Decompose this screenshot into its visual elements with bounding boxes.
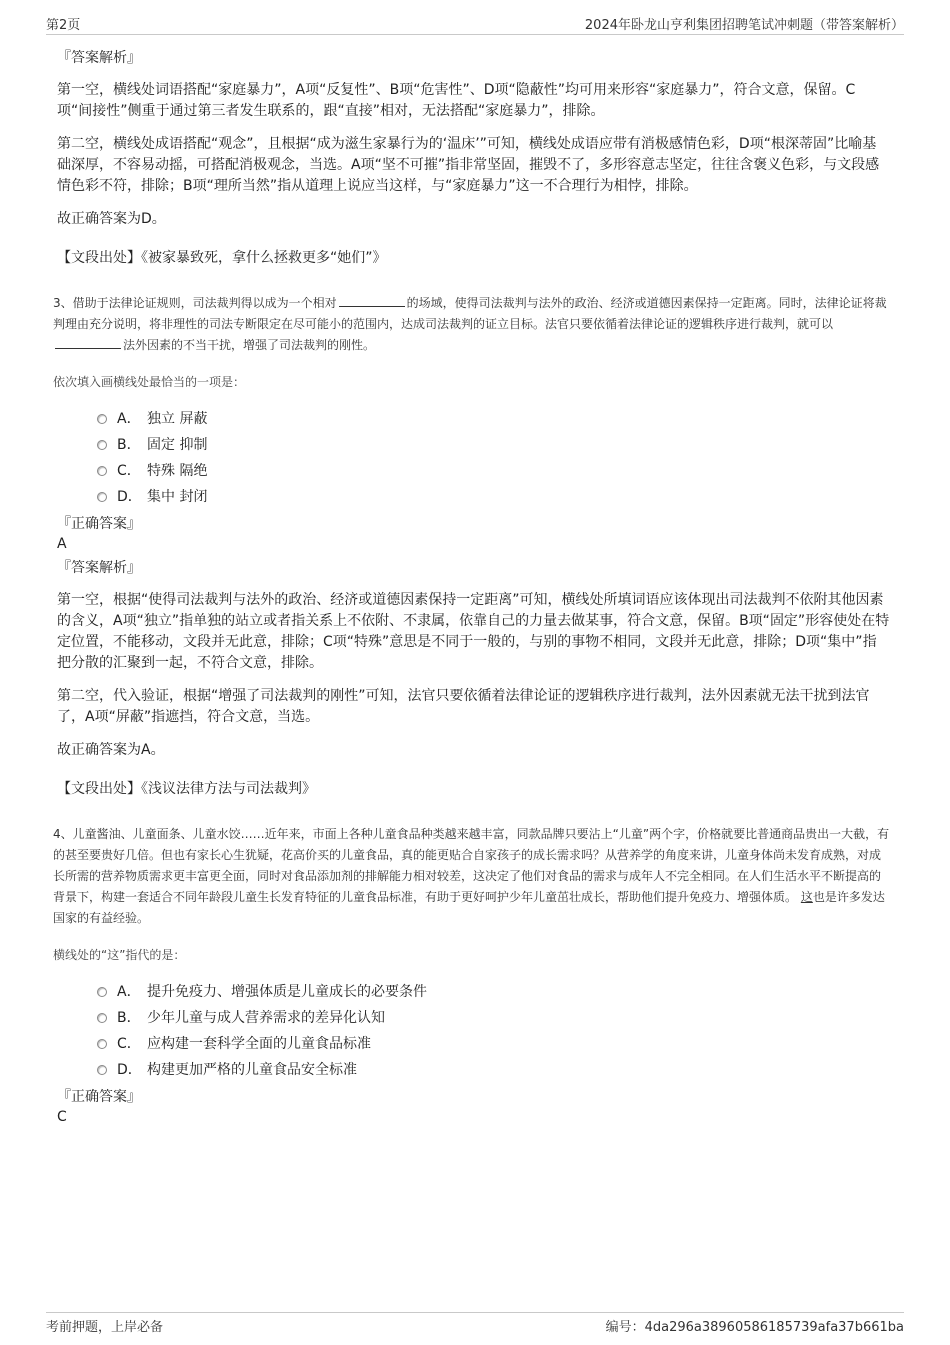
option-label: D． [117, 489, 142, 505]
q4-stem-part-2: 也是许多发达国家的有益经验。 [53, 890, 885, 925]
option-label: C． [117, 1036, 141, 1052]
q4-answer-heading: 『正确答案』 [57, 1089, 141, 1105]
radio-icon[interactable] [97, 1065, 107, 1075]
q4-option-b[interactable] [97, 1005, 890, 1031]
q4-underlined-word: 这 [800, 890, 813, 904]
q3-option-b[interactable] [97, 432, 890, 458]
radio-icon[interactable] [97, 987, 107, 997]
radio-icon[interactable] [97, 1039, 107, 1049]
page-footer [46, 1312, 904, 1335]
document-id: 编号：4da296a38960586185739afa37b661ba [605, 1320, 904, 1335]
option-label: D． [117, 1062, 142, 1078]
q3-option-c[interactable] [97, 458, 890, 484]
q3-blank-1 [339, 293, 405, 307]
option-label: A． [117, 411, 141, 427]
option-text: 构建更加严格的儿童食品安全标准 [147, 1062, 357, 1078]
q3-blank-2 [55, 335, 121, 349]
q3-option-a[interactable] [97, 406, 890, 432]
q3-source: 【文段出处】《浅议法律方法与司法裁判》 [57, 781, 316, 797]
option-text: 独立 屏蔽 [147, 411, 208, 427]
radio-icon[interactable] [97, 1013, 107, 1023]
document-title: 2024年卧龙山亨利集团招聘笔试冲刺题（带答案解析） [584, 18, 904, 33]
option-text: 集中 封闭 [147, 489, 208, 505]
q3-prompt: 依次填入画横线处最恰当的一项是： [53, 375, 246, 389]
q4-stem-part-1: 4、儿童酱油、儿童面条、儿童水饺……近年来，市面上各种儿童食品种类越来越丰富，同款品牌只要沾上“儿童”两个字，价格就要比普通商品贵出一大截，有的甚至要贵好几倍。但也有家长心生犹疑，花高价买的儿童食品，真的能更贴合自家孩子的成长需求吗？从营养学的角度来讲，儿童身体尚未发育成熟，对成长所需的营养物质需求更丰富更全面，同时对食品添加剂的排解能力相对较差，这决定了他们对食品的需求与成年人不完全相同。在人们生活水平不断提高的背景下，构建一套适合不同年龄段儿童生长发育特征的儿童食品标准，有助于更好呵护少年儿童茁壮成长，帮助他们提升免疫力、增强体质。 [53, 827, 890, 904]
q2-analysis-paragraph-1: 第一空，横线处词语搭配“家庭暴力”，A项“反复性”、B项“危害性”、D项“隐蔽性”均可用来形容“家庭暴力”，符合文意，保留。C项“间接性”侧重于通过第三者发生联系的，跟“直接”相对，无法搭配“家庭暴力”，排除。 [57, 82, 856, 119]
q3-analysis-paragraph-2: 第二空，代入验证，根据“增强了司法裁判的刚性”可知，法官只要依循着法律论证的逻辑秩序进行裁判，法外因素就无法干扰到法官了，A项“屏蔽”指遮挡，符合文意，当选。 [57, 688, 870, 725]
radio-icon[interactable] [97, 440, 107, 450]
q3-analysis-heading: 『答案解析』 [57, 560, 141, 576]
q2-conclusion: 故正确答案为D。 [57, 211, 166, 227]
page-header [46, 12, 904, 35]
document-content [53, 44, 890, 1127]
option-label: B． [117, 1010, 141, 1026]
q4-option-c[interactable] [97, 1031, 890, 1057]
q4-option-a[interactable] [97, 979, 890, 1005]
q4-option-d[interactable] [97, 1057, 890, 1083]
q3-answer-heading: 『正确答案』 [57, 516, 141, 532]
q3-stem-part-3: 法外因素的不当干扰，增强了司法裁判的刚性。 [123, 338, 376, 352]
q4-answer: C [57, 1109, 67, 1125]
q2-analysis-paragraph-2: 第二空，横线处成语搭配“观念”，且根据“成为滋生家暴行为的‘温床’”可知，横线处成语应带有消极感情色彩，D项“根深蒂固”比喻基础深厚，不容易动摇，可搭配消极观念，当选。A项“坚不可摧”指非常坚固，摧毁不了，多形容意志坚定，往往含褒义色彩，与文段感情色彩不符，排除；B项“理所当然”指从道理上说应当这样，与“家庭暴力”这一不合理行为相悖，排除。 [57, 136, 880, 194]
q4-options [97, 979, 890, 1083]
option-label: B． [117, 437, 141, 453]
q3-answer: A [57, 536, 67, 552]
q2-analysis-heading: 『答案解析』 [57, 50, 141, 66]
page-number: 第2页 [46, 18, 81, 33]
option-label: A． [117, 984, 141, 1000]
q2-source: 【文段出处】《被家暴致死，拿什么拯救更多“她们”》 [57, 250, 387, 266]
q4-stem [53, 824, 890, 929]
q3-stem-part-1: 3、借助于法律论证规则，司法裁判得以成为一个相对 [53, 296, 337, 310]
q3-options [97, 406, 890, 510]
option-label: C． [117, 463, 141, 479]
option-text: 应构建一套科学全面的儿童食品标准 [147, 1036, 371, 1052]
q3-analysis-paragraph-1: 第一空，根据“使得司法裁判与法外的政治、经济或道德因素保持一定距离”可知，横线处所填词语应该体现出司法裁判不依附其他因素的含义，A项“独立”指单独的站立或者指关系上不依附、不隶属，依靠自己的力量去做某事，符合文意，保留。B项“固定”形容使处在特定位置，不能移动，文段并无此意，排除；C项“特殊”意思是不同于一般的，与别的事物不相同，文段并无此意，排除；D项“集中”指把分散的汇聚到一起，不符合文意，排除。 [57, 592, 890, 671]
option-text: 固定 抑制 [147, 437, 208, 453]
option-text: 提升免疫力、增强体质是儿童成长的必要条件 [147, 984, 427, 1000]
q3-stem-part-2: 的场域，使得司法裁判与法外的政治、经济或道德因素保持一定距离。同时，法律论证将裁判理由充分说明，将非理性的司法专断限定在尽可能小的范围内，达成司法裁判的证立目标。法官只要依循着法律论证的逻辑秩序进行裁判，就可以 [53, 296, 887, 331]
q3-option-d[interactable] [97, 484, 890, 510]
radio-icon[interactable] [97, 492, 107, 502]
radio-icon[interactable] [97, 466, 107, 476]
footer-slogan: 考前押题，上岸必备 [46, 1320, 164, 1335]
q3-conclusion: 故正确答案为A。 [57, 742, 165, 758]
q3-stem [53, 293, 890, 356]
q4-prompt: 横线处的“这”指代的是： [53, 948, 186, 962]
radio-icon[interactable] [97, 414, 107, 424]
option-text: 特殊 隔绝 [147, 463, 208, 479]
option-text: 少年儿童与成人营养需求的差异化认知 [147, 1010, 385, 1026]
